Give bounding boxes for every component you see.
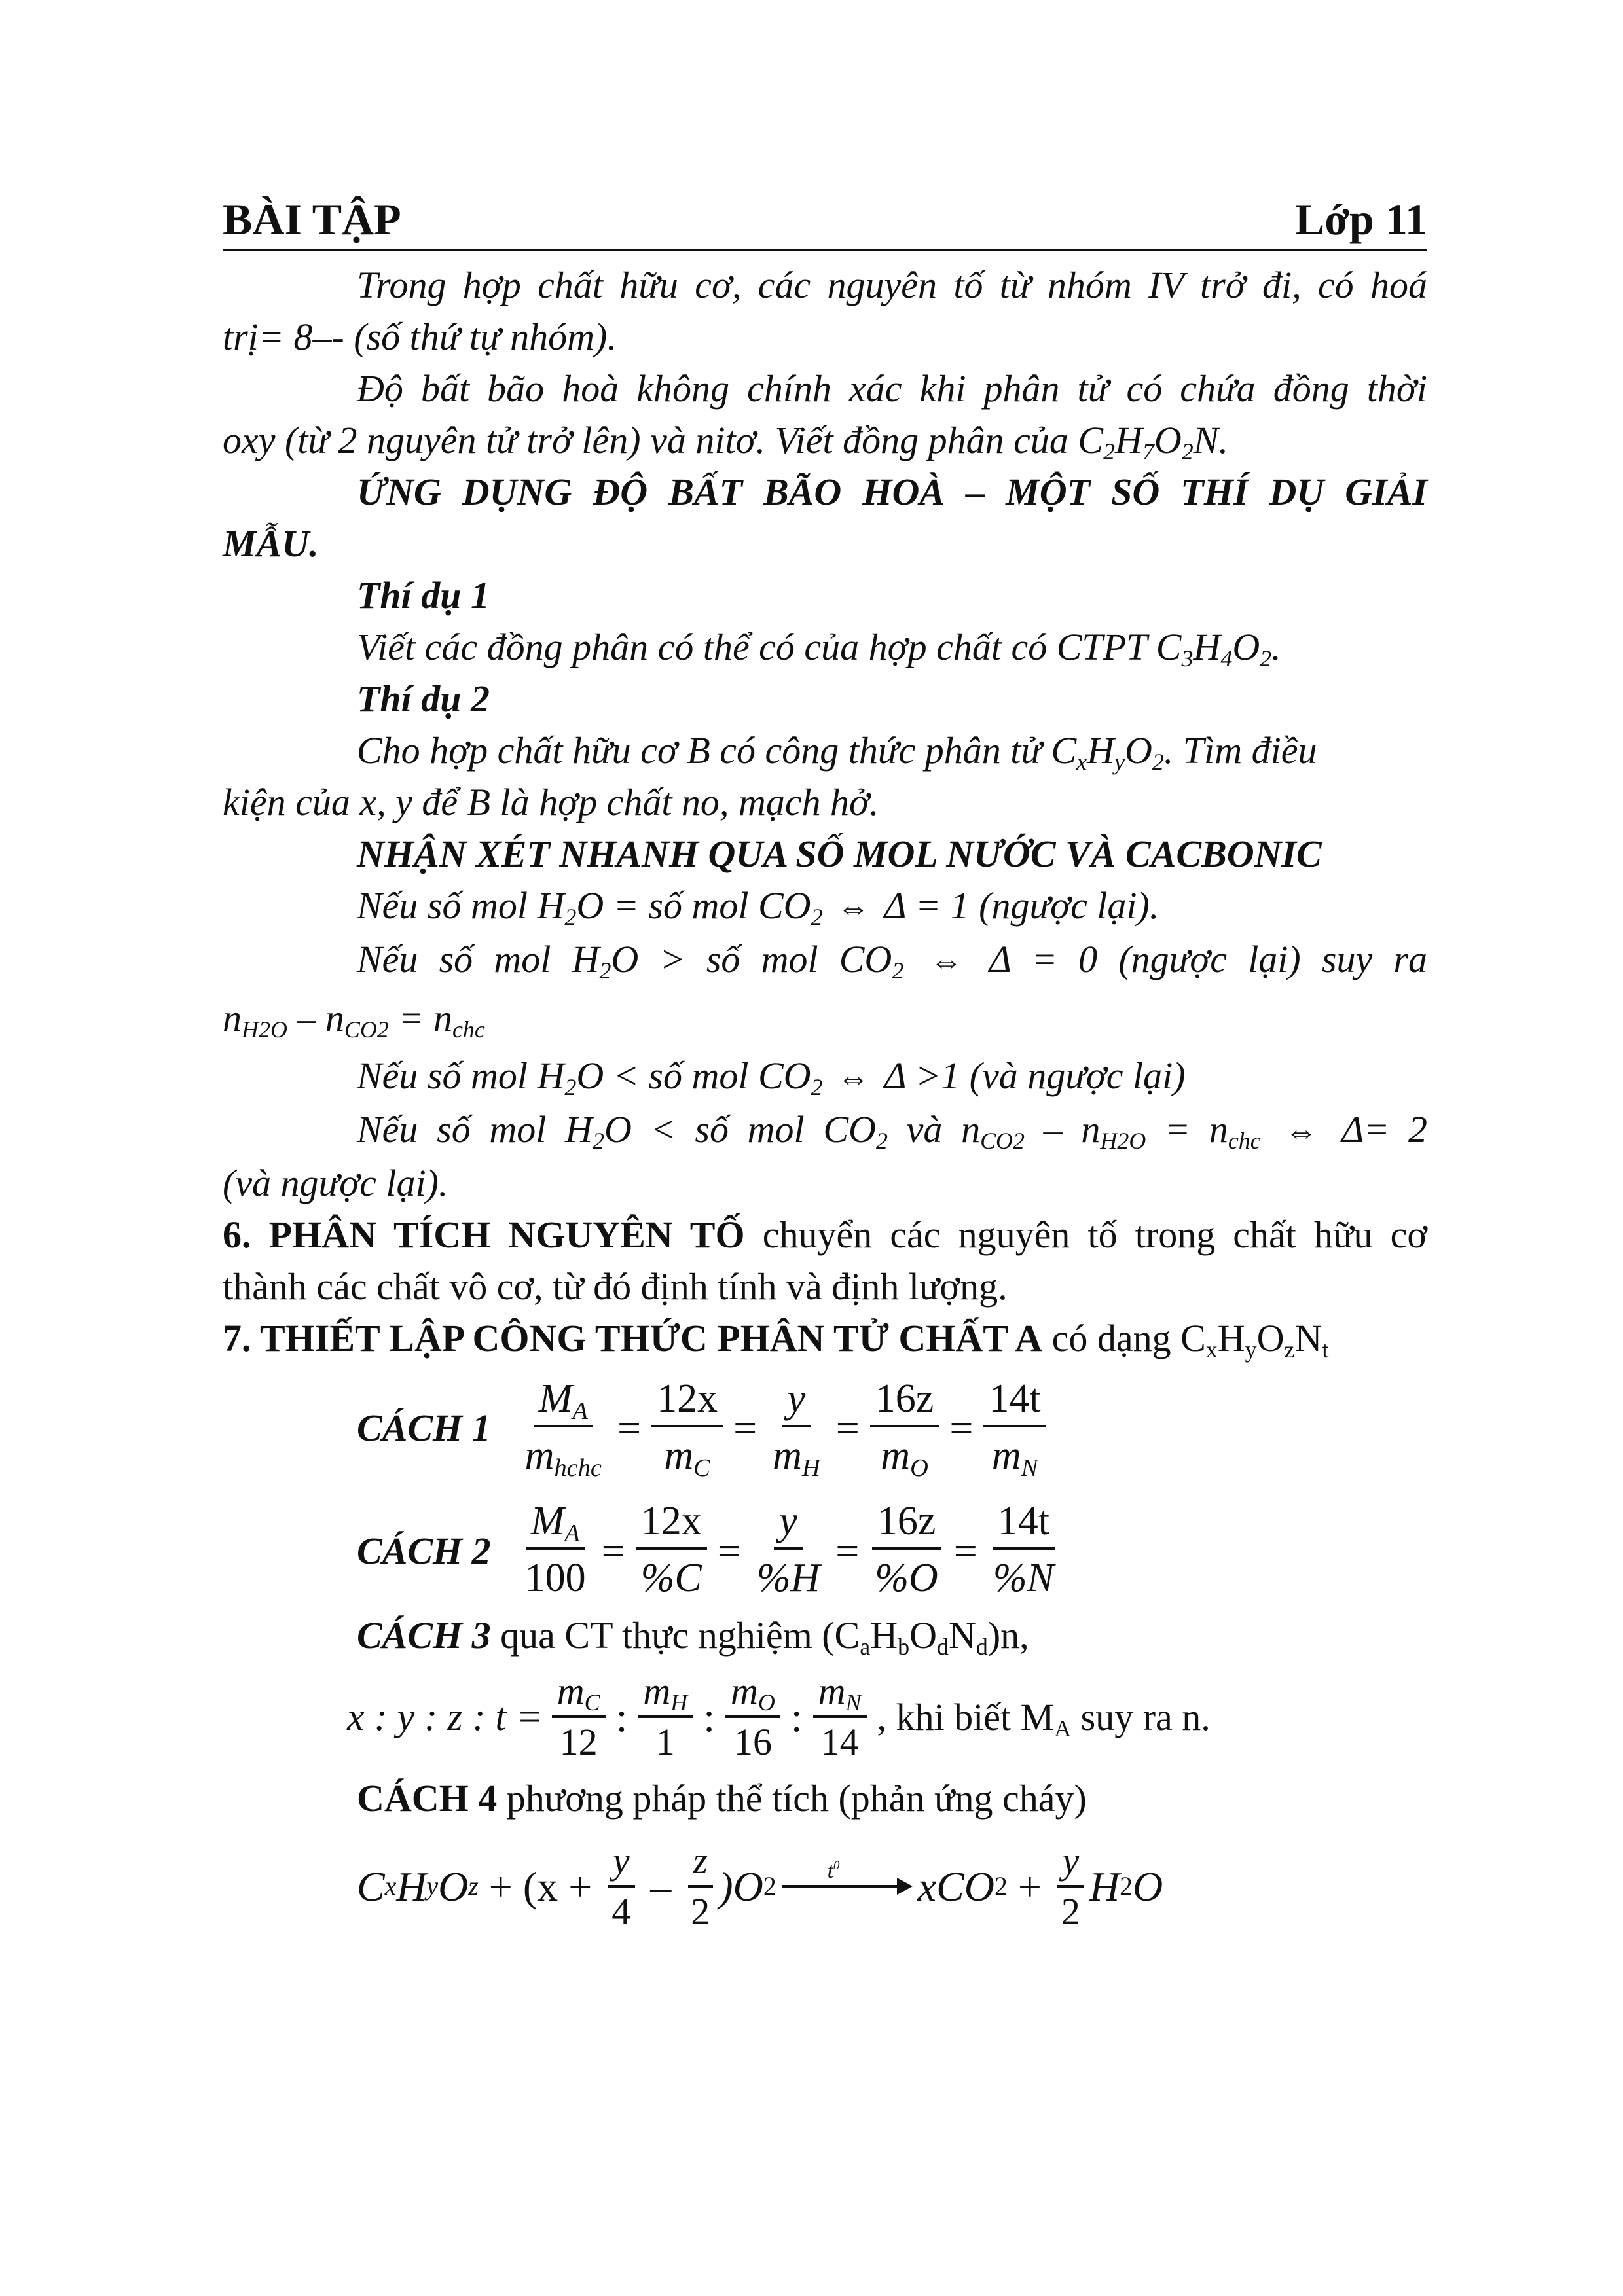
fraction: $\frac{14t}{m_N}$ bbox=[983, 1372, 1046, 1484]
method1-formula: CÁCH 1 $\frac{M_A}{m_{hchc}}$ = $\frac{12x}{m_C}$ = $\frac{y}{m_H}$ = $\frac{16z}{m_O}$ = $\frac{14t}{m_N}$ bbox=[223, 1364, 1427, 1492]
fraction: $\frac{y}{\%H}$ bbox=[752, 1495, 825, 1606]
method4-intro: CÁCH 4 phương pháp thể tích (phản ứng cháy) bbox=[357, 1777, 1087, 1820]
section6-line1: 6. PHÂN TÍCH NGUYÊN TỐ chuyển các nguyên tố trong chất hữu cơ bbox=[223, 1213, 1427, 1256]
example1-text: Viết các đồng phân có thể có của hợp chất có CTPT $C_3H_4O_2$. bbox=[357, 626, 1281, 672]
method3-formula: x : y : z : t = $\frac{m_C}{12}$ : $\frac{m_H}{1}$ : $\frac{m_O}{16}$ : $\frac{m_N}{14}$ , khi biết $M_A$ suy ra n. bbox=[223, 1661, 1427, 1772]
p1-line2: trị= 8–- (số thứ tự nhóm). bbox=[223, 315, 617, 358]
section6-line2: thành các chất vô cơ, từ đó định tính và định lượng. bbox=[223, 1265, 1008, 1308]
example2-line2: kiện của x, y để B là hợp chất no, mạch hở. bbox=[223, 781, 879, 823]
fraction: $\frac{y}{m_H}$ bbox=[767, 1372, 826, 1484]
reaction-arrow-icon: $t^0$ bbox=[782, 1876, 913, 1896]
method3-label: CÁCH 3 bbox=[357, 1614, 491, 1657]
fraction: $\frac{m_N}{14}$ bbox=[813, 1667, 867, 1767]
fraction: $\frac{m_O}{16}$ bbox=[725, 1667, 780, 1767]
fraction: $\frac{y}{4}$ bbox=[606, 1837, 636, 1936]
rule-less: Nếu số mol $H_2O$ < số mol $CO_2$ ⇔ Δ >1 (và ngược lại) bbox=[357, 1054, 1186, 1101]
method1-label: CÁCH 1 bbox=[357, 1407, 491, 1449]
header-title: BÀI TẬP bbox=[223, 194, 401, 244]
example2-title: Thí dụ 2 bbox=[357, 677, 490, 720]
combustion-equation: C x H y O z + (x + $\frac{y}{4}$ – $\frac{z}{2}$ )O 2 $t^0$ xCO 2 + $\frac{y}{2}$ H 2 O bbox=[223, 1824, 1427, 1948]
iff-icon: ⇔ bbox=[930, 942, 963, 979]
fraction: $\frac{m_C}{12}$ bbox=[552, 1667, 606, 1767]
heading-unsaturation-line2: MẪU. bbox=[223, 522, 319, 565]
p2-line1: Độ bất bão hoà không chính xác khi phân tử có chứa đồng thời bbox=[357, 367, 1427, 410]
header-grade: Lớp 11 bbox=[1294, 194, 1427, 244]
iff-icon: ⇔ bbox=[1285, 1113, 1318, 1149]
p2-line2: oxy (từ 2 nguyên tử trở lên) và nitơ. Viết đồng phân của $C_2H_7O_2N$. bbox=[223, 419, 1228, 465]
rule-less-2: Nếu số mol $H_2O$ < số mol $CO_2$ và $n_{CO2} - n_{H2O} = n_{chc}$ ⇔ Δ= 2 bbox=[357, 1108, 1428, 1155]
method3-tail: , khi biết $M_A$ suy ra n. bbox=[877, 1695, 1211, 1742]
fraction: $\frac{12x}{m_C}$ bbox=[651, 1372, 723, 1484]
page-header bbox=[223, 190, 1427, 251]
method2-label: CÁCH 2 bbox=[357, 1529, 491, 1572]
section7-heading: 7. THIẾT LẬP CÔNG THỨC PHÂN TỬ CHẤT A có dạng $C_xH_yO_zN_t$ bbox=[223, 1317, 1329, 1363]
rule-greater-equation: $n_{H2O} - n_{CO2} = n_{chc}$ bbox=[223, 997, 485, 1043]
fraction: $\frac{z}{2}$ bbox=[685, 1837, 715, 1936]
rule-equal: Nếu số mol $H_2O$ = số mol $CO_2$ ⇔ Δ = 1 (ngược lại). bbox=[357, 884, 1159, 931]
iff-icon: ⇔ bbox=[837, 1059, 870, 1096]
example1-title: Thí dụ 1 bbox=[357, 574, 490, 617]
fraction: $\frac{16z}{m_O}$ bbox=[870, 1372, 939, 1484]
fraction: $\frac{m_H}{1}$ bbox=[638, 1667, 693, 1767]
heading-quick-remarks: NHẬN XÉT NHANH QUA SỐ MOL NƯỚC VÀ CACBONIC bbox=[357, 833, 1322, 875]
example2-text: Cho hợp chất hữu cơ B có công thức phân tử $C_xH_yO_2$. Tìm điều bbox=[357, 729, 1317, 776]
method2-formula: CÁCH 2 $\frac{M_A}{100}$ = $\frac{12x}{\%C}$ = $\frac{y}{\%H}$ = $\frac{16z}{\%O}$ = $\frac{14t}{\%N}$ bbox=[223, 1492, 1427, 1609]
rule-greater: Nếu số mol $H_2O$ > số mol $CO_2$ ⇔ Δ = 0 (ngược lại) suy ra bbox=[357, 938, 1427, 984]
fraction: $\frac{14t}{\%N}$ bbox=[988, 1495, 1059, 1606]
fraction: $\frac{M_A}{100}$ bbox=[520, 1495, 591, 1606]
p1-line1: Trong hợp chất hữu cơ, các nguyên tố từ nhóm IV trở đi, có hoá bbox=[357, 264, 1427, 306]
page-body bbox=[223, 259, 1427, 1948]
method3-intro: CÁCH 3 qua CT thực nghiệm $(C_aH_bO_dN_d)n$, bbox=[357, 1614, 1029, 1660]
rule-less-2-end: (và ngược lại). bbox=[223, 1162, 448, 1204]
fraction: $\frac{y}{2}$ bbox=[1056, 1837, 1085, 1936]
fraction: $\frac{16z}{\%O}$ bbox=[869, 1495, 943, 1606]
fraction: $\frac{12x}{\%C}$ bbox=[636, 1495, 707, 1606]
fraction: $\frac{M_A}{m_{hchc}}$ bbox=[520, 1372, 607, 1484]
heading-unsaturation-line1: ỨNG DỤNG ĐỘ BẤT BÃO HOÀ – MỘT SỐ THÍ DỤ GIẢI bbox=[357, 471, 1427, 513]
iff-icon: ⇔ bbox=[837, 889, 870, 925]
method4-label: CÁCH 4 bbox=[357, 1777, 498, 1820]
